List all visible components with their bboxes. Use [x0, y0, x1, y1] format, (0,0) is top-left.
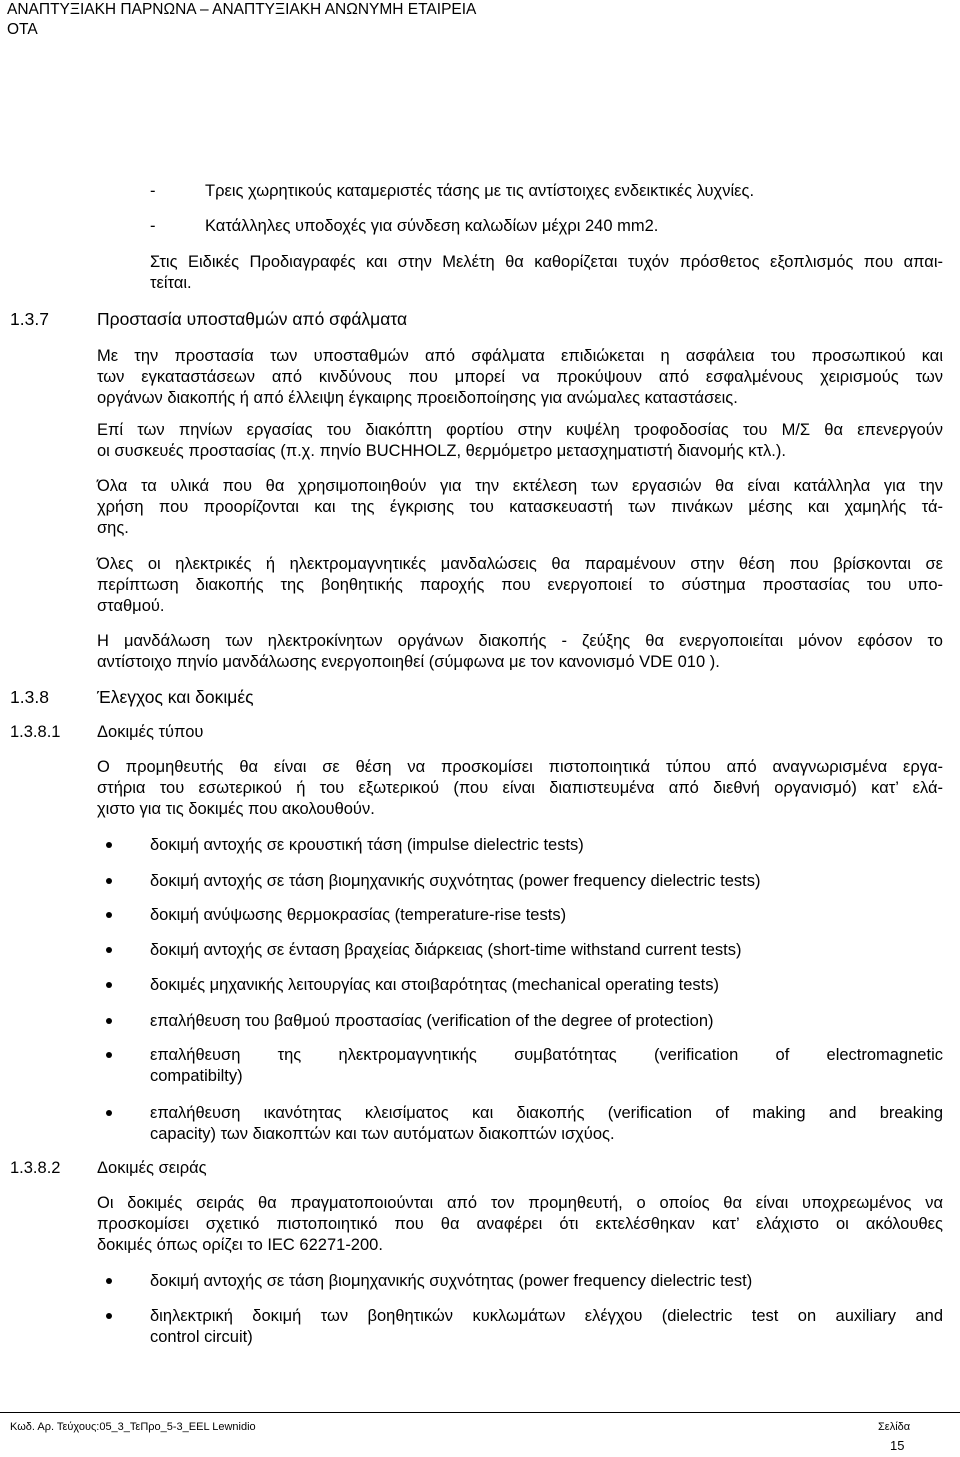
- footer-rule: [0, 1412, 960, 1413]
- list-item: δοκιμή αντοχής σε ένταση βραχείας διάρκειας (short-time withstand current tests): [150, 941, 742, 959]
- list-item: δοκιμή αντοχής σε κρουστική τάση (impulse dielectric tests): [150, 836, 584, 854]
- intro-note: Στις Ειδικές Προδιαγραφές και στην Μελέτη θα καθορίζεται τυχόν πρόσθετος εξοπλισμός που απαι- τείται.: [150, 253, 943, 292]
- paragraph: Οι δοκιμές σειράς θα πραγματοποιούνται από τον προμηθευτή, ο οποίος θα είναι υποχρεωμένος να προσκομίσει σχετικό πιστοποιητικό που θα αναφέρει ότι εκτελέσθηκαν κατ’ ελάχιστο οι ακόλουθες δοκιμές όπως ορίζει το IEC 62271-200.: [97, 1194, 943, 1254]
- bullet-icon: [106, 982, 112, 988]
- dash-item-2: Κατάλληλες υποδοχές για σύνδεση καλωδίων μέχρι 240 mm2.: [205, 217, 659, 235]
- section-title: Προστασία υποσταθμών από σφάλματα: [97, 309, 408, 329]
- dash-marker: -: [150, 217, 156, 235]
- subsection-title: Δοκιμές σειράς: [97, 1159, 207, 1177]
- header-organization-line1: ΑΝΑΠΤΥΞΙΑΚΗ ΠΑΡΝΩΝΑ – ΑΝΑΠΤΥΞΙΑΚΗ ΑΝΩΝΥΜΗ ΕΤΑΙΡΕΙΑ: [7, 1, 477, 18]
- bullet-icon: [106, 1018, 112, 1024]
- dash-item-1: Τρεις χωρητικούς καταμεριστές τάσης με τις αντίστοιχες ενδεικτικές λυχνίες.: [205, 182, 755, 200]
- bullet-icon: [106, 1110, 112, 1116]
- paragraph: Με την προστασία των υποσταθμών από σφάλματα επιδιώκεται η ασφάλεια του προσωπικού και των εγκαταστάσεων από κινδύνους που μπορεί να προκύψουν από εσφαλμένους χειρισμούς των οργάνων διακοπής ή από έλλειψη έγκαιρης προειδοποίησης για ανώμαλες καταστάσεις.: [97, 347, 943, 407]
- dash-marker: -: [150, 182, 156, 200]
- list-item: διηλεκτρική δοκιμή των βοηθητικών κυκλωμάτων ελέγχου (dielectric test on auxiliary and control circuit): [150, 1307, 943, 1346]
- bullet-icon: [106, 1052, 112, 1058]
- bullet-icon: [106, 1313, 112, 1319]
- subsection-number: 1.3.8.1: [10, 723, 61, 741]
- paragraph: Η μανδάλωση των ηλεκτροκίνητων οργάνων διακοπής - ζεύξης θα ενεργοποιείται μόνον εφόσον το αντίστοιχο πηνίο μανδάλωσης ενεργοποιηθεί (σύμφωνα με τον κανονισμό VDE 010 ).: [97, 632, 943, 671]
- subsection-number: 1.3.8.2: [10, 1159, 61, 1177]
- paragraph: Επί των πηνίων εργασίας του διακόπτη φορτίου στην κυψέλη τροφοδοσίας του Μ/Σ θα επενεργούν οι συσκευές προστασίας (π.χ. πηνίο BUCHHOLZ, θερμόμετρο μετασχηματιστή διανομής κτλ.).: [97, 421, 943, 460]
- paragraph: Όλες οι ηλεκτρικές ή ηλεκτρομαγνητικές μανδαλώσεις θα παραμένουν στην θέση που βρίσκονται σε περίπτωση διακοπής της βοηθητικής παροχής που ενεργοποιεί το σύστημα προστασίας του υπο- σταθμού.: [97, 555, 943, 615]
- bullet-icon: [106, 912, 112, 918]
- footer-page-number: 15: [890, 1438, 905, 1453]
- section-number: 1.3.8: [10, 687, 49, 707]
- list-item: επαλήθευση της ηλεκτρομαγνητικής συμβατότητας (verification of electromagnetic compatibilty): [150, 1046, 943, 1085]
- footer-document-code: Κωδ. Αρ. Τεύχους:05_3_ΤεΠρο_5-3_EEL Lewnidio: [10, 1421, 256, 1433]
- list-item: δοκιμές μηχανικής λειτουργίας και στοιβαρότητας (mechanical operating tests): [150, 976, 719, 994]
- bullet-icon: [106, 878, 112, 884]
- list-item: δοκιμή ανύψωσης θερμοκρασίας (temperature-rise tests): [150, 906, 567, 924]
- footer-page-label: Σελίδα: [878, 1421, 911, 1433]
- paragraph: Ο προμηθευτής θα είναι σε θέση να προσκομίσει πιστοποιητικά τύπου από αναγνωρισμένα εργα- στήρια του εσωτερικού ή του εξωτερικού (που είναι διαπιστευμένα από διεθνή οργανισμό) κατ’ ελά- χιστο για τις δοκιμές που ακολουθούν.: [97, 758, 943, 818]
- header-organization-line2: ΟΤΑ: [7, 21, 38, 38]
- list-item: επαλήθευση του βαθμού προστασίας (verification of the degree of protection): [150, 1012, 714, 1030]
- list-item: επαλήθευση ικανότητας κλεισίματος και διακοπής (verification of making and breaking capacity) των διακοπτών και των αυτόματων διακοπτών ισχύος.: [150, 1104, 943, 1143]
- section-number: 1.3.7: [10, 309, 49, 329]
- bullet-icon: [106, 1278, 112, 1284]
- list-item: δοκιμή αντοχής σε τάση βιομηχανικής συχνότητας (power frequency dielectric tests): [150, 872, 761, 890]
- subsection-title: Δοκιμές τύπου: [97, 723, 204, 741]
- paragraph: Όλα τα υλικά που θα χρησιμοποιηθούν για την εκτέλεση των εργασιών θα είναι κατάλληλα για την χρήση που προορίζονται και της έγκρισης του κατασκευαστή των πινάκων μέσης και χαμηλής τά- σης.: [97, 477, 943, 537]
- list-item: δοκιμή αντοχής σε τάση βιομηχανικής συχνότητας (power frequency dielectric test): [150, 1272, 753, 1290]
- bullet-icon: [106, 947, 112, 953]
- bullet-icon: [106, 842, 112, 848]
- section-title: Έλεγχος και δοκιμές: [97, 687, 254, 707]
